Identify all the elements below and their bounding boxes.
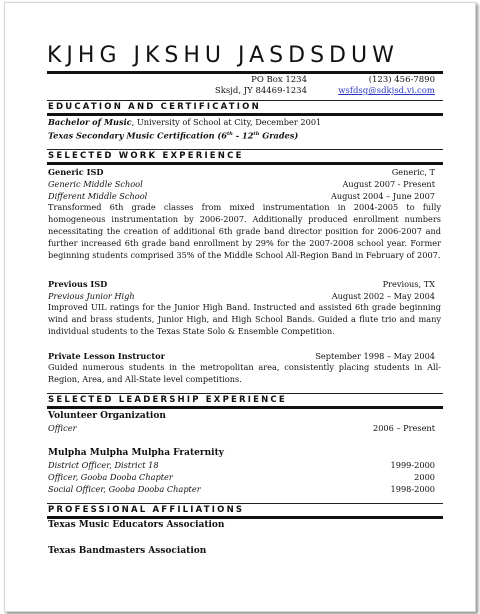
resume-name: KJHG JKSHU JASDSDUW xyxy=(47,43,399,68)
section-rule-top xyxy=(47,149,443,150)
role-title: District Officer, District 18 xyxy=(48,460,159,470)
degree-name: Bachelor of Music xyxy=(48,117,132,127)
resume-page xyxy=(4,2,476,612)
role-dates: 2000 xyxy=(414,472,435,482)
address-line-1: PO Box 1234 xyxy=(251,75,307,85)
section-rule-top xyxy=(47,393,443,394)
role-title: Officer xyxy=(48,423,77,433)
section-rule-top xyxy=(47,503,443,504)
certification-line: Texas Secondary Music Certification (6th - 12th Grades) xyxy=(48,130,299,141)
employer-location: Previous, TX xyxy=(382,279,435,289)
email-link-text[interactable]: wsfdsg@sdkjsd.vi.com xyxy=(338,86,435,96)
role-dates: August 2007 - Present xyxy=(342,179,435,189)
employer-name: Previous ISD xyxy=(48,279,108,289)
affiliation-item: Texas Music Educators Association xyxy=(48,520,225,530)
affiliations-heading: PROFESSIONAL AFFILIATIONS xyxy=(48,505,245,515)
employer-name: Generic ISD xyxy=(48,167,104,177)
section-rule-bottom xyxy=(47,516,443,519)
email-link[interactable] xyxy=(325,86,435,96)
role-dates: August 2004 – June 2007 xyxy=(330,191,435,201)
header-rule xyxy=(47,71,443,74)
job-description: Transformed 6th grade classes from mixed instrumentation in 2004-2005 to fully homogeneous instrumentation by 2006-2007. Additionally produced enrollment numbers necessitating the creation of additional 6th grade band director position for 2006-2007 and further increased 6th grade band enrollment by 29% for the 2007-2008 school year. Former beginning students comprised 35% of the Middle School All-Region Band in February of 2007. xyxy=(48,202,441,260)
affiliation-item: Texas Bandmasters Association xyxy=(48,546,207,556)
role-title: Generic Middle School xyxy=(48,179,143,189)
address-line-2: Sksjd, JY 84469-1234 xyxy=(214,86,307,96)
role-dates: 1998-2000 xyxy=(390,484,435,494)
employer-location: Generic, T xyxy=(391,167,435,177)
employer-name: Private Lesson Instructor xyxy=(48,351,165,361)
section-rule-bottom xyxy=(47,406,443,409)
section-rule-bottom xyxy=(47,162,443,165)
role-dates: 2006 – Present xyxy=(372,423,435,433)
section-rule-bottom xyxy=(47,113,443,116)
job-description: Guided numerous students in the metropolitan area, consistently placing students in All-Region, Area, and All-State level competitions. xyxy=(48,362,441,384)
role-dates: August 2002 – May 2004 xyxy=(331,291,435,301)
leadership-heading: SELECTED LEADERSHIP EXPERIENCE xyxy=(48,395,287,405)
work-heading: SELECTED WORK EXPERIENCE xyxy=(48,151,244,161)
role-title: Officer, Gooba Dooba Chapter xyxy=(48,472,173,482)
role-dates: September 1998 – May 2004 xyxy=(315,351,435,361)
degree-school: , University of School at City, December 2001 xyxy=(131,117,322,127)
role-title: Previous Junior High xyxy=(48,291,135,301)
phone-number: (123) 456-7890 xyxy=(368,75,435,85)
role-dates: 1999-2000 xyxy=(390,460,435,470)
job-description: Improved UIL ratings for the Junior High Band. Instructed and assisted 6th grade beginning wind and brass students, Junior High, and High School Bands. Guided a flute trio and many individual students to the Texas State Solo & Ensemble Competition. xyxy=(48,302,441,336)
role-title: Social Officer, Gooba Dooba Chapter xyxy=(48,484,201,494)
section-rule-top xyxy=(47,100,443,101)
role-title: Different Middle School xyxy=(48,191,148,201)
education-degree-line xyxy=(48,117,441,128)
organization-name: Volunteer Organization xyxy=(48,411,166,421)
education-heading: EDUCATION AND CERTIFICATION xyxy=(48,102,261,112)
organization-name: Mulpha Mulpha Mulpha Fraternity xyxy=(48,448,224,458)
